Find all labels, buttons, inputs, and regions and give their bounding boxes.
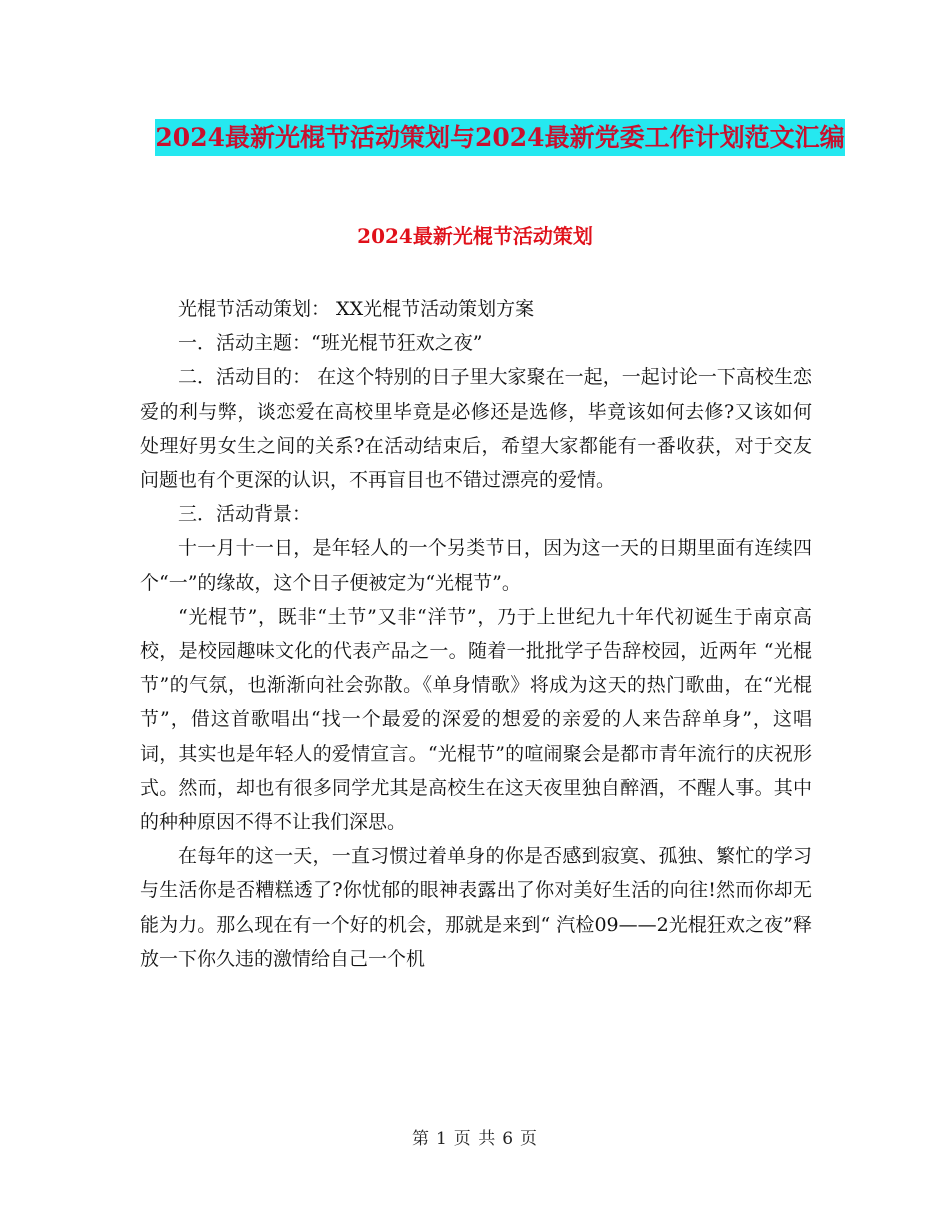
document-title xyxy=(140,112,860,164)
page-total: 6 xyxy=(502,1129,515,1149)
paragraph: 光棍节活动策划： XX光棍节活动策划方案 xyxy=(178,298,535,320)
document-body xyxy=(140,292,812,976)
paragraph: 十一月十一日，是年轻人的一个另类节日，因为这一天的日期里面有连续四个“一”的缘故，这个日子便被定为“光棍节”。 xyxy=(140,537,812,594)
paragraph: 在每年的这一天，一直习惯过着单身的你是否感到寂寞、孤独、繁忙的学习与生活你是否糟糕透了?你忧郁的眼神表露出了你对美好生活的向往!然而你却无能为力。那么现在有一个好的机会，那就是来到“ 汽检09——2光棍狂欢之夜”释放一下你久违的激情给自己一个机 xyxy=(140,845,812,970)
section-heading: 2024最新光棍节活动策划 xyxy=(357,224,593,248)
paragraph: 二．活动目的： 在这个特别的日子里大家聚在一起，一起讨论一下高校生恋爱的利与弊，谈恋爱在高校里毕竟是必修还是选修，毕竟该如何去修?又该如何处理好男女生之间的关系?在活动结束后，希望大家都能有一番收获，对于交友问题也有个更深的认识，不再盲目也不错过漂亮的爱情。 xyxy=(140,366,812,492)
page-footer xyxy=(0,1124,950,1149)
page-label-suffix: 页 xyxy=(520,1129,539,1149)
page-number: 1 xyxy=(435,1129,448,1149)
page-label-mid: 页 共 xyxy=(453,1129,497,1149)
document-title-text: 2024最新光棍节活动策划与2024最新党委工作计划范文汇编 xyxy=(155,119,844,156)
paragraph: “光棍节”，既非“土节”又非“洋节”，乃于上世纪九十年代初诞生于南京高校，是校园趣味文化的代表产品之一。随着一批批学子告辞校园，近两年 “光棍节”的气氛，也渐渐向社会弥散。《单身情歌》将成为这天的热门歌曲，在“光棍节”，借这首歌唱出“找一个最爱的深爱的想爱的亲爱的人来告辞单身”，这唱词，其实也是年轻人的爱情宣言。“光棍节”的喧闹聚会是都市青年流行的庆祝形式。然而，却也有很多同学尤其是高校生在这天夜里独自醉酒，不醒人事。其中的种种原因不得不让我们深思。 xyxy=(140,605,812,834)
paragraph: 一．活动主题：“班光棍节狂欢之夜” xyxy=(178,332,483,355)
page-label-prefix: 第 xyxy=(411,1129,430,1149)
paragraph: 三．活动背景： xyxy=(178,503,312,526)
